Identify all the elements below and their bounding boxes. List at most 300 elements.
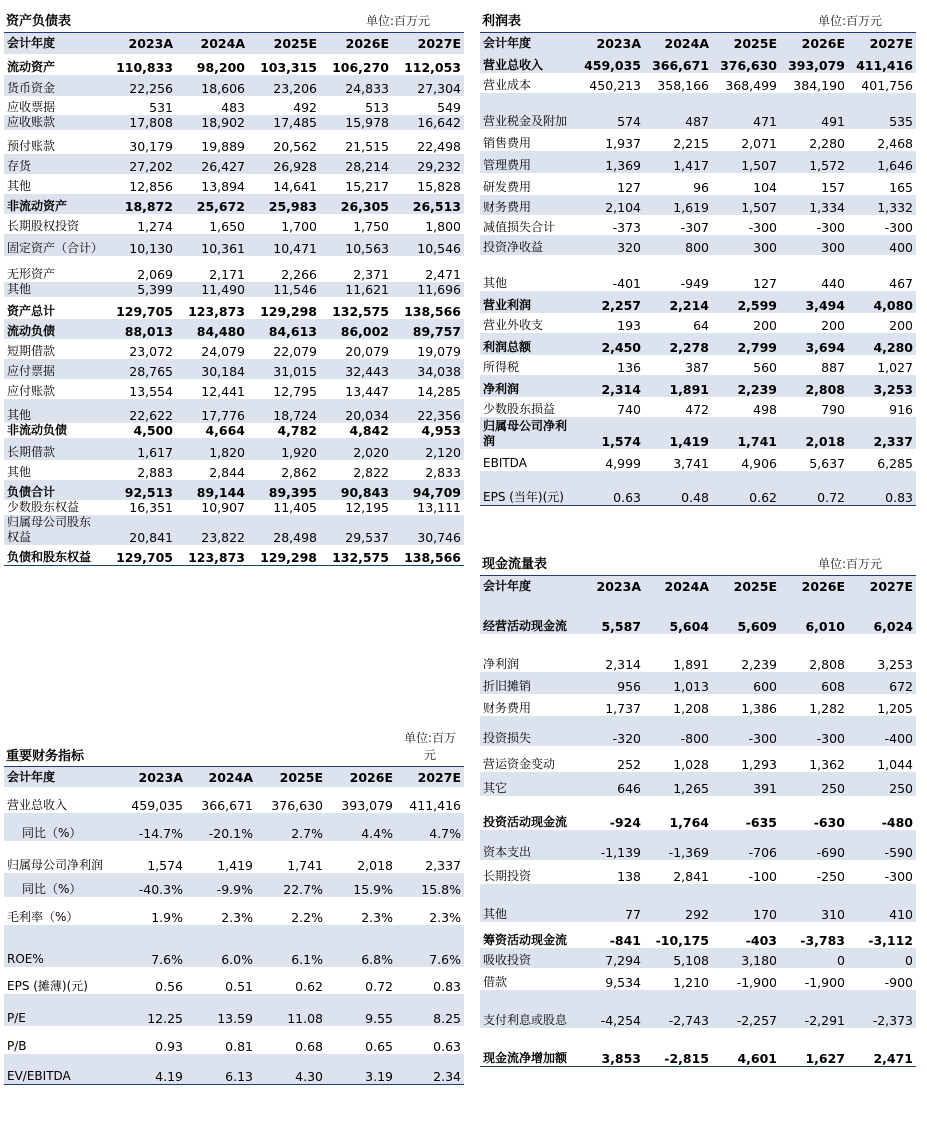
cell-value: 1,627	[805, 1050, 845, 1066]
cell-value: 1,293	[741, 757, 777, 772]
cell-value: 2,018	[780, 417, 848, 449]
row-label: 折旧摊销	[480, 672, 576, 694]
cell-value: 4.19	[116, 1054, 186, 1084]
row-label: 所得税	[483, 360, 520, 374]
table-row	[4, 297, 464, 319]
cell-value: 1,265	[644, 772, 712, 796]
table-row	[4, 96, 464, 115]
cell-value: 0.72	[780, 471, 848, 505]
cell-value: 15,828	[417, 179, 461, 194]
table-row	[4, 1026, 464, 1054]
cell-value: 13.59	[186, 994, 256, 1026]
cell-value: 5,108	[644, 948, 712, 968]
row-label: 归属母公司净利润	[7, 858, 104, 872]
cell-value: 1,891	[644, 375, 712, 397]
cell-value: 2,314	[576, 375, 644, 397]
cell-value: 916	[889, 402, 913, 417]
cell-value: -949	[680, 276, 709, 291]
cell-value: 30,184	[176, 359, 248, 379]
cell-value: 411,416	[409, 798, 461, 813]
row-label: 归属母公司净利润	[480, 417, 576, 449]
row-label: 其它	[480, 772, 576, 796]
cell-value: 2,844	[209, 465, 245, 480]
row-label: 长期投资	[483, 869, 532, 883]
cell-value: 26,427	[176, 154, 248, 174]
cell-value: 491	[780, 93, 848, 129]
table-row	[4, 234, 464, 256]
cell-value: 103,315	[260, 60, 317, 75]
cell-value: 6,024	[848, 596, 916, 634]
cell-value: 10,563	[320, 234, 392, 256]
cell-value: 1,572	[780, 151, 848, 173]
cell-value: 1,028	[673, 757, 709, 772]
cell-value: 467	[889, 276, 913, 291]
cell-value: 23,206	[248, 75, 320, 96]
cell-value: -2,257	[712, 990, 780, 1028]
cell-value: 4,280	[848, 333, 916, 355]
table-row	[4, 515, 464, 545]
cell-value: 157	[821, 180, 845, 195]
cell-value: 89,144	[176, 480, 248, 500]
cell-value: 200	[753, 318, 777, 333]
cell-value: 200	[889, 318, 913, 333]
cell-value: -480	[881, 815, 913, 830]
cell-value: 2,799	[712, 333, 780, 355]
cell-value: 7.6%	[396, 925, 464, 967]
cell-value: 459,035	[576, 53, 644, 73]
cell-value: 17,776	[176, 399, 248, 423]
cell-value: 3,180	[712, 948, 780, 968]
cell-value: 112,053	[404, 60, 461, 75]
cell-value: 2.3%	[361, 910, 393, 925]
cell-value: 1,574	[147, 858, 183, 873]
income-statement-header-row	[480, 33, 916, 53]
cell-value: 2,280	[809, 136, 845, 151]
cell-value: 387	[685, 360, 709, 375]
cell-value: 1.9%	[151, 910, 183, 925]
table-row	[480, 922, 916, 948]
cell-value: 24,833	[320, 75, 392, 96]
cell-value: -924	[609, 815, 641, 830]
cell-value: 4.4%	[326, 813, 396, 841]
cell-value: 22,356	[392, 399, 464, 423]
cell-value: 22.7%	[256, 873, 326, 897]
cell-value: -3,112	[868, 933, 913, 948]
cell-value: -100	[748, 869, 777, 884]
table-row	[4, 423, 464, 438]
cell-value: 2,071	[741, 136, 777, 151]
cell-value: 574	[576, 93, 644, 129]
cell-value: 2,471	[425, 267, 461, 282]
table-row	[480, 672, 916, 694]
cell-value: 956	[576, 672, 644, 694]
cell-value: 0.83	[848, 471, 916, 505]
column-header-year: 2025E	[248, 33, 320, 54]
cell-value: 34,038	[392, 359, 464, 379]
table-row	[4, 994, 464, 1026]
cell-value: 1,750	[353, 219, 389, 234]
cell-value: 18,724	[248, 399, 320, 423]
cell-value: -300	[884, 869, 913, 884]
cell-value: 14,641	[273, 179, 317, 194]
row-label: 长期借款	[4, 438, 104, 460]
cell-value: 487	[644, 93, 712, 129]
cell-value: 471	[712, 93, 780, 129]
cell-value: 300	[780, 235, 848, 255]
cell-value: -14.7%	[116, 813, 186, 841]
cell-value: 94,709	[392, 480, 464, 500]
cell-value: 127	[617, 180, 641, 195]
row-label: 负债合计	[4, 480, 104, 500]
cell-value: 0.93	[155, 1039, 183, 1054]
key-indicators-unit: 单位:百万元	[403, 731, 457, 762]
column-header-label: 会计年度	[480, 33, 576, 53]
cell-value: 1,617	[104, 438, 176, 460]
cell-value: 123,873	[188, 304, 245, 319]
cell-value: 2,833	[425, 465, 461, 480]
cell-value: 12,441	[201, 384, 245, 399]
cell-value: 18,902	[176, 115, 248, 130]
cell-value: 6.8%	[326, 925, 396, 967]
cell-value: 2,808	[780, 375, 848, 397]
cell-value: 4,782	[277, 423, 317, 438]
table-row	[480, 596, 916, 634]
cell-value: 1,369	[576, 151, 644, 173]
cell-value: -403	[745, 933, 777, 948]
cell-value: 368,499	[725, 78, 777, 93]
table-row	[4, 130, 464, 154]
balance-sheet-title-bar	[4, 10, 464, 33]
cell-value: 10,907	[201, 500, 245, 515]
row-label: 流动负债	[4, 319, 104, 339]
table-row	[480, 173, 916, 195]
cell-value: 11,405	[273, 500, 317, 515]
balance-sheet-header-row	[4, 33, 464, 54]
cell-value: 0.56	[155, 979, 183, 994]
cell-value: 0.48	[644, 471, 712, 505]
cell-value: 1,619	[644, 195, 712, 215]
cell-value: 27,202	[104, 154, 176, 174]
cell-value: 1,764	[669, 815, 709, 830]
cell-value: 440	[821, 276, 845, 291]
cell-value: -300	[780, 716, 848, 746]
cell-value: 300	[712, 235, 780, 255]
cell-value: 165	[889, 180, 913, 195]
table-row	[4, 460, 464, 480]
key-indicators-title: 重要财务指标	[6, 749, 85, 764]
cell-value: -400	[848, 716, 916, 746]
table-row	[4, 282, 464, 297]
table-row	[480, 333, 916, 355]
cell-value: 1,507	[712, 195, 780, 215]
cell-value: 98,200	[196, 60, 245, 75]
cell-value: 887	[821, 360, 845, 375]
cell-value: 1,210	[673, 975, 709, 990]
cell-value: 6.0%	[186, 925, 256, 967]
cell-value: 132,575	[332, 549, 389, 565]
row-label: 应付账款	[7, 384, 56, 398]
cell-value: -3,783	[800, 933, 845, 948]
row-label: 其他	[4, 282, 104, 297]
cell-value: 30,179	[129, 139, 173, 154]
cell-value: 358,166	[657, 78, 709, 93]
cell-value: 4.7%	[396, 813, 464, 841]
cell-value: 376,630	[712, 53, 780, 73]
key-indicators-header-row	[4, 767, 464, 787]
cell-value: 0.63	[576, 471, 644, 505]
cell-value: -1,900	[804, 975, 845, 990]
cell-value: 0.62	[295, 979, 323, 994]
cell-value: 1,507	[712, 151, 780, 173]
key-indicators-panel	[4, 730, 464, 1085]
cell-value: 84,613	[248, 319, 320, 339]
cell-value: 27,304	[392, 75, 464, 96]
cell-value: 106,270	[332, 60, 389, 75]
cell-value: 64	[693, 318, 709, 333]
cell-value: 1,891	[673, 657, 709, 672]
cell-value: 77	[576, 884, 644, 922]
cell-value: 2,337	[848, 417, 916, 449]
table-row	[4, 154, 464, 174]
row-label: 存货	[4, 154, 104, 174]
cell-value: 1,646	[848, 151, 916, 173]
table-row	[4, 359, 464, 379]
row-label: EPS (摊薄)(元)	[7, 979, 88, 993]
table-row	[480, 449, 916, 471]
cell-value: 10,546	[392, 234, 464, 256]
cell-value: -10,175	[655, 933, 709, 948]
cell-value: 3.19	[326, 1054, 396, 1084]
cell-value: 0	[780, 948, 848, 968]
cell-value: 6.1%	[256, 925, 326, 967]
cell-value: 1,044	[877, 757, 913, 772]
table-row	[4, 925, 464, 967]
column-header-year: 2024A	[186, 767, 256, 787]
cell-value: 89,395	[248, 480, 320, 500]
cell-value: 15,978	[320, 115, 392, 130]
cell-value: -401	[612, 276, 641, 291]
cell-value: 129,705	[116, 304, 173, 319]
column-header-year: 2026E	[780, 576, 848, 596]
table-row	[4, 1054, 464, 1084]
table-row	[480, 716, 916, 746]
cell-value: -300	[884, 220, 913, 235]
balance-sheet-table	[4, 33, 464, 566]
cell-value: 7.6%	[116, 925, 186, 967]
income-statement-title: 利润表	[482, 14, 522, 29]
cell-value: 1,013	[644, 672, 712, 694]
column-header-year: 2027E	[848, 33, 916, 53]
cell-value: 138,566	[404, 549, 461, 565]
column-header-year: 2023A	[576, 576, 644, 596]
cell-value: 15.9%	[326, 873, 396, 897]
cell-value: 2,214	[644, 291, 712, 313]
cell-value: 2,171	[209, 267, 245, 282]
cell-value: 0.83	[433, 979, 461, 994]
cell-value: 600	[712, 672, 780, 694]
cell-value: 8.25	[396, 994, 464, 1026]
cell-value: 31,015	[248, 359, 320, 379]
row-label: 净利润	[480, 375, 576, 397]
balance-sheet-title: 资产负债表	[6, 14, 72, 29]
cell-value: 26,513	[392, 194, 464, 214]
cell-value: 2.3%	[429, 910, 461, 925]
cell-value: 123,873	[188, 549, 245, 565]
cell-value: 29,232	[392, 154, 464, 174]
column-header-year: 2024A	[176, 33, 248, 54]
cell-value: 2,841	[673, 869, 709, 884]
income-statement-table	[480, 33, 916, 506]
cell-value: 26,305	[320, 194, 392, 214]
cell-value: 790	[821, 402, 845, 417]
row-label: 吸收投资	[480, 948, 576, 968]
cell-value: 0.63	[433, 1039, 461, 1054]
table-row	[480, 772, 916, 796]
cell-value: 9,534	[605, 975, 641, 990]
cell-value: 16,642	[392, 115, 464, 130]
cell-value: 170	[712, 884, 780, 922]
column-header-year: 2024A	[644, 33, 712, 53]
cell-value: 28,765	[104, 359, 176, 379]
row-label: 筹资活动现金流	[483, 933, 568, 947]
cell-value: 4,906	[741, 456, 777, 471]
row-label: 投资损失	[480, 716, 576, 746]
cell-value: -706	[712, 830, 780, 860]
cell-value: 11,696	[392, 282, 464, 297]
cell-value: -900	[884, 975, 913, 990]
table-row	[4, 813, 464, 841]
row-label: 财务费用	[483, 701, 532, 715]
cell-value: 6,285	[877, 456, 913, 471]
cell-value: 96	[693, 180, 709, 195]
cash-flow-title-bar	[480, 553, 916, 576]
cell-value: 12.25	[116, 994, 186, 1026]
cell-value: 30,746	[392, 515, 464, 545]
cell-value: -690	[780, 830, 848, 860]
row-label: 少数股东权益	[7, 500, 80, 514]
cell-value: 1,334	[780, 195, 848, 215]
table-row	[480, 968, 916, 990]
cash-flow-unit: 单位:百万元	[817, 557, 882, 571]
cell-value: 320	[576, 235, 644, 255]
cell-value: 401,756	[861, 78, 913, 93]
cell-value: 28,498	[248, 515, 320, 545]
row-label: 营业外收支	[483, 318, 544, 332]
cell-value: 376,630	[271, 798, 323, 813]
cell-value: 20,079	[345, 344, 389, 359]
cell-value: 1,737	[605, 701, 641, 716]
column-header-year: 2025E	[712, 33, 780, 53]
table-row	[480, 355, 916, 375]
cell-value: 19,079	[417, 344, 461, 359]
cell-value: 193	[617, 318, 641, 333]
cell-value: 10,130	[104, 234, 176, 256]
cell-value: 1,700	[281, 219, 317, 234]
cell-value: 138	[617, 869, 641, 884]
cell-value: 1,741	[287, 858, 323, 873]
column-header-label: 会计年度	[4, 767, 116, 787]
table-row	[480, 73, 916, 93]
key-indicators-table	[4, 767, 464, 1085]
cell-value: 22,622	[104, 399, 176, 423]
cell-value: -841	[609, 933, 641, 948]
table-row	[480, 375, 916, 397]
row-label: 投资净收益	[480, 235, 576, 255]
cell-value: 18,606	[176, 75, 248, 96]
table-row	[4, 214, 464, 234]
cell-value: 3,853	[601, 1050, 641, 1066]
cell-value: 1,800	[425, 219, 461, 234]
cell-value: 4,999	[605, 456, 641, 471]
cell-value: -300	[748, 220, 777, 235]
table-row	[480, 694, 916, 716]
cell-value: -2,815	[664, 1050, 709, 1066]
cell-value: -20.1%	[186, 813, 256, 841]
row-label: 同比（%）	[4, 873, 116, 897]
cell-value: 3,494	[780, 291, 848, 313]
row-label: 管理费用	[480, 151, 576, 173]
cell-value: 2,808	[809, 657, 845, 672]
table-row	[480, 471, 916, 505]
column-header-year: 2023A	[576, 33, 644, 53]
cell-value: 88,013	[104, 319, 176, 339]
table-row	[4, 256, 464, 282]
cell-value: 2,371	[353, 267, 389, 282]
cell-value: 560	[753, 360, 777, 375]
row-label: 无形资产	[7, 267, 56, 281]
row-label: 毛利率（%）	[7, 910, 79, 924]
cell-value: 84,480	[176, 319, 248, 339]
row-label: 长期股权投资	[7, 219, 80, 233]
cell-value: -2,291	[780, 990, 848, 1028]
table-row	[480, 195, 916, 215]
cell-value: 400	[848, 235, 916, 255]
cell-value: 4,664	[205, 423, 245, 438]
cell-value: 12,795	[273, 384, 317, 399]
cell-value: 1,419	[217, 858, 253, 873]
cell-value: 2,069	[137, 267, 173, 282]
cell-value: 110,833	[116, 60, 173, 75]
table-row	[480, 634, 916, 672]
cell-value: 86,002	[320, 319, 392, 339]
cell-value: 250	[780, 772, 848, 796]
cell-value: 11.08	[256, 994, 326, 1026]
row-label: 其他	[4, 399, 104, 423]
row-label: 营业总收入	[7, 798, 68, 812]
cell-value: 2,266	[281, 267, 317, 282]
table-row	[4, 174, 464, 194]
cell-value: 292	[644, 884, 712, 922]
cell-value: 391	[712, 772, 780, 796]
cell-value: 2,450	[576, 333, 644, 355]
cell-value: 20,841	[104, 515, 176, 545]
cell-value: -40.3%	[116, 873, 186, 897]
row-label: 利润总额	[480, 333, 576, 355]
row-label: 同比（%）	[4, 813, 116, 841]
table-row	[480, 948, 916, 968]
cell-value: 13,447	[345, 384, 389, 399]
cell-value: -4,254	[576, 990, 644, 1028]
cell-value: 1,820	[176, 438, 248, 460]
cell-value: -630	[813, 815, 845, 830]
cell-value: 25,983	[248, 194, 320, 214]
row-label: EBITDA	[483, 456, 527, 470]
cell-value: 4,080	[848, 291, 916, 313]
cell-value: 136	[617, 360, 641, 375]
table-row	[4, 194, 464, 214]
cell-value: 13,894	[201, 179, 245, 194]
table-row	[4, 399, 464, 423]
